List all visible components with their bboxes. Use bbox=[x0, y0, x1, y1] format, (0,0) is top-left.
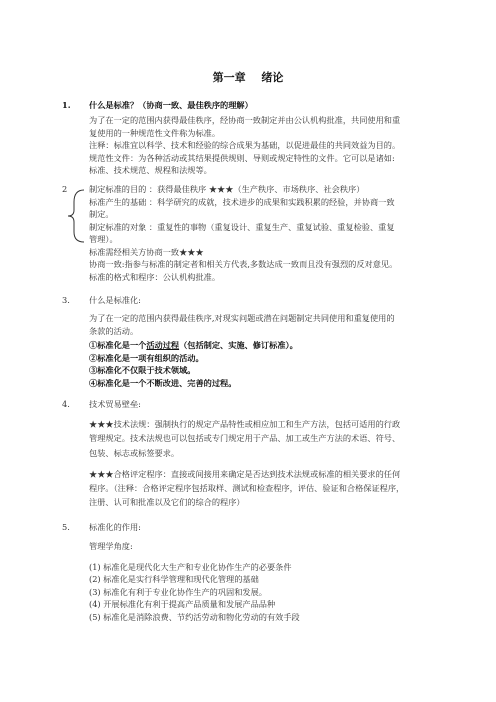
paragraph-line: 管理规定。技术法规也可以包括或专门规定用于产品、加工或生产方法的术语、符号、 bbox=[89, 433, 401, 444]
paragraph-line: 程序。（注释：合格评定程序包括取样、测试和检查程序，评估、验证和合格保证程序， bbox=[89, 483, 405, 494]
section-number: 3. bbox=[62, 295, 70, 305]
section-heading-text: 什么是标准？（协商一致、最佳秩序的理解） bbox=[89, 100, 253, 110]
paragraph-line: ★★★技术法规：强制执行的规定产品特性或相应加工和生产方法，包括可适用的行政 bbox=[89, 419, 401, 429]
paragraph-line: 制定标准的目的 ：获得最佳秩序 ★★★（生产秩序、市场秩序、社会秩序） bbox=[89, 184, 365, 194]
chapter-title bbox=[0, 72, 496, 85]
paragraph-line: 管理）。 bbox=[89, 234, 118, 244]
section-3-body bbox=[89, 312, 429, 337]
list-item: ①标准化是一个活动过程（包括制定、实施、修订标准）。 bbox=[89, 340, 298, 350]
list-item: ②标准化是一项有组织的活动。 bbox=[89, 352, 204, 363]
paragraph-line: 制定。 bbox=[89, 209, 114, 219]
paragraph-line: 条款的活动。 bbox=[89, 325, 139, 336]
paragraph-line: 标准、技术规范、规程和法规等。 bbox=[89, 165, 212, 175]
paragraph-line: 规范性文件：为各种活动或其结果提供规则、导则或规定特性的文件。它可以是诸如: bbox=[89, 152, 395, 163]
section-3-points bbox=[89, 339, 429, 389]
section-5-subheading: 管理学角度: bbox=[89, 541, 133, 551]
section-5-items bbox=[89, 561, 429, 623]
paragraph-line: 为了在一定的范围内获得最佳秩序，经协商一致制定并由公认机构批准，共同使用和重 bbox=[89, 115, 401, 125]
brace-bracket-icon bbox=[66, 188, 86, 244]
list-item: (2) 标准化是实行科学管理和现代化管理的基础 bbox=[89, 574, 259, 585]
paragraph-line: 注册、认可和批准以及它们的综合的程序） bbox=[89, 497, 245, 508]
list-item: (1) 标准化是现代化大生产和专业化协作生产的必要条件 bbox=[89, 562, 292, 572]
list-item: ④标准化是一个不断改进、完善的过程。 bbox=[89, 377, 237, 388]
section-4-body bbox=[89, 417, 429, 510]
paragraph-line: 复使用的一种规范性文件称为标准。 bbox=[89, 127, 221, 138]
paragraph-line: 标准产生的基础 ：科学研究的成就，技术进步的成果和实践积累的经验，并协商一致 bbox=[89, 196, 395, 207]
section-heading-text: 什么是标准化: bbox=[89, 295, 141, 305]
chapter-number: 第一章 bbox=[212, 71, 246, 84]
list-item: (5) 标准化是消除浪费、节约活劳动和物化劳动的有效手段 bbox=[89, 611, 300, 622]
list-item: (4) 开展标准化有利于提高产品质量和发展产品品种 bbox=[89, 599, 276, 610]
section-number: 1. bbox=[62, 100, 71, 110]
paragraph-line: 标准的格式和程序：公认机构批准。 bbox=[89, 271, 221, 282]
paragraph-line: 协商一致:指参与标准的制定者和相关方代表,多数达成一致而且没有强烈的反对意见。 bbox=[89, 259, 398, 269]
paragraph-line: 包装、标志或标签要求。 bbox=[89, 447, 180, 458]
list-item: (3) 标准化有利于专业化协作生产的巩固和发展。 bbox=[89, 586, 267, 597]
section-1-heading bbox=[62, 99, 253, 112]
section-2-body bbox=[89, 183, 429, 283]
section-5-heading bbox=[62, 521, 141, 534]
section-1-body bbox=[89, 114, 429, 177]
section-number: 4. bbox=[62, 399, 70, 409]
chapter-name: 绪论 bbox=[261, 71, 284, 84]
paragraph-line: ★★★合格评定程序：直接或间接用来确定是否达到技术法规或标准的相关要求的任何 bbox=[89, 468, 401, 479]
list-item: ③标准化不仅限于技术领域。 bbox=[89, 365, 196, 375]
paragraph-line: 注释：标准宜以科学、技术和经验的综合成果为基础，以促进最佳的共同效益为目的。 bbox=[89, 140, 401, 150]
section-heading-text: 标准化的作用: bbox=[89, 522, 141, 532]
section-4-heading bbox=[62, 398, 141, 411]
section-3-heading bbox=[62, 294, 141, 307]
section-number: 5. bbox=[62, 522, 70, 532]
section-number: 2 bbox=[62, 184, 68, 194]
paragraph-line: 制定标准的对象 ：重复性的事物（重复设计、重复生产、重复试验、重复检验、重复 bbox=[89, 221, 395, 232]
paragraph-line: 标准需经相关方协商一致★★★ bbox=[89, 246, 204, 257]
section-heading-text: 技术贸易壁垒: bbox=[89, 399, 141, 409]
paragraph-line: 为了在一定的范围内获得最佳秩序,对现实问题或潜在问题制定共同使用和重复使用的 bbox=[89, 313, 395, 323]
